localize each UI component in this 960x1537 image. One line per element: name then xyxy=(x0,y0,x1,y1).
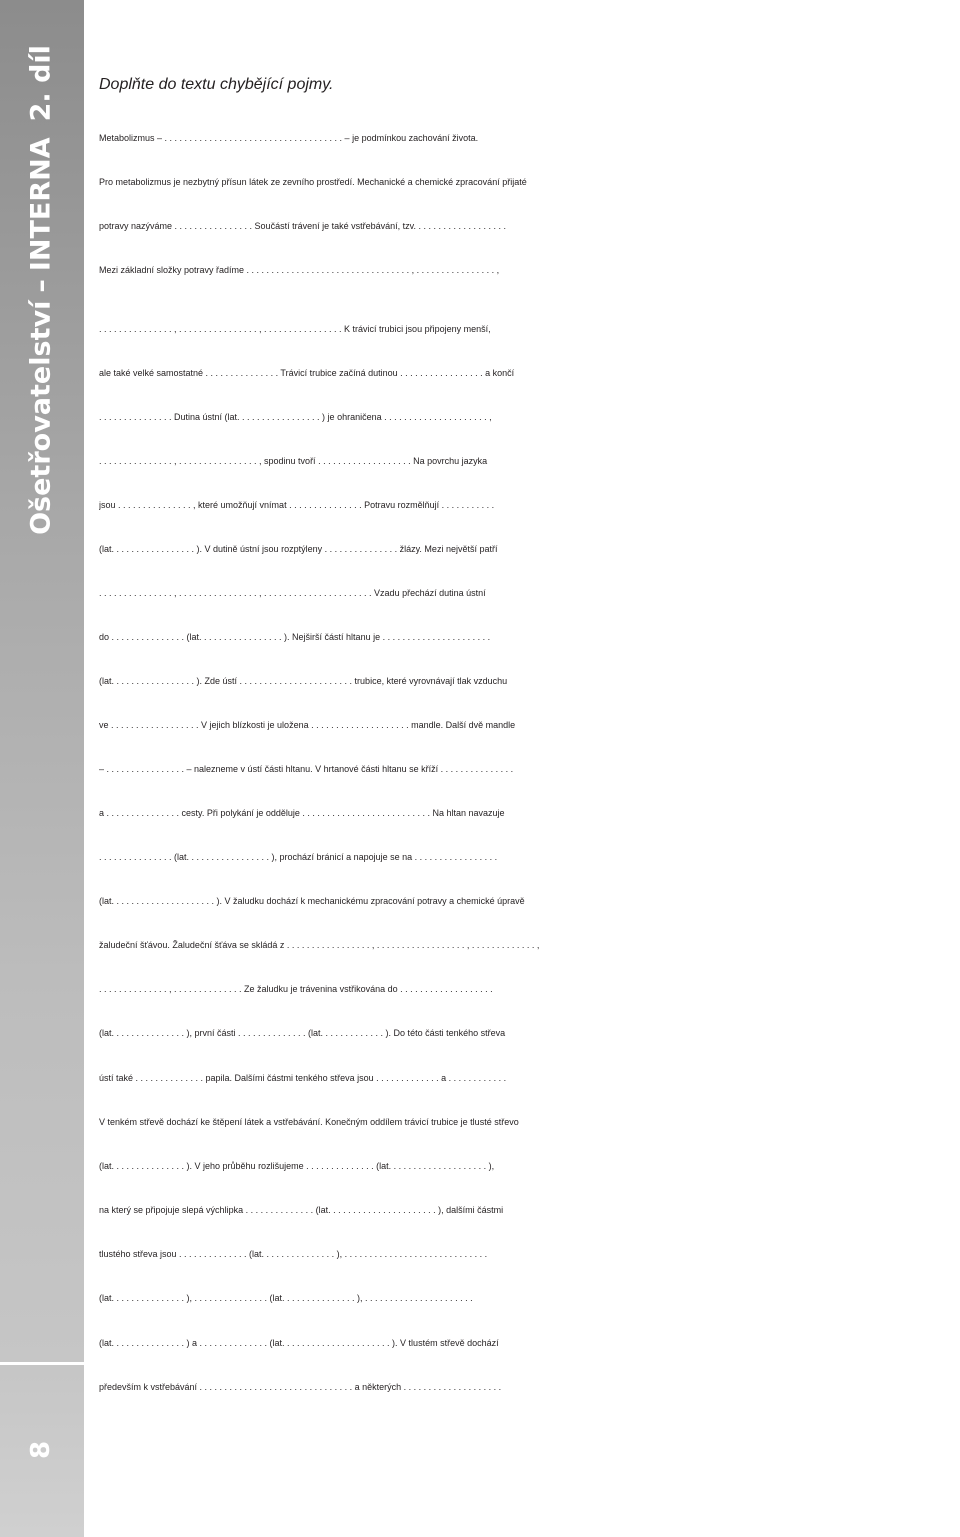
text-line: . . . . . . . . . . . . . . . Dutina ústní (lat. . . . . . . . . . . . . . . . . ) je ohraničena . . . . . . . . . . . . . . . . . . . . . , xyxy=(99,412,492,422)
text-line: (lat. . . . . . . . . . . . . . . ). V jeho průběhu rozlišujeme . . . . . . . . . . . . . . (lat. . . . . . . . . . . . . . . . . . . . ), xyxy=(99,1161,495,1171)
text-line: (lat. . . . . . . . . . . . . . . . . ). V dutině ústní jsou rozptýleny . . . . . . . . . . . . . . . žlázy. Mezi největší patří xyxy=(99,544,498,554)
text-line: na který se připojuje slepá výchlipka . . . . . . . . . . . . . . (lat. . . . . . . . . . . . . . . . . . . . . . ), dalšími částmi xyxy=(99,1205,504,1215)
page-number-text: 8 xyxy=(26,1440,56,1460)
text-line: ve . . . . . . . . . . . . . . . . . . V jejich blízkosti je uložena . . . . . . . . . . . . . . . . . . . . mandle. Další dvě mandle xyxy=(99,720,516,730)
sidebar-divider xyxy=(0,1362,84,1365)
part-label: 2. díl xyxy=(25,45,57,122)
sidebar-title-text xyxy=(26,45,57,535)
text-line: . . . . . . . . . . . . . . , . . . . . . . . . . . . . . Ze žaludku je trávenina vstřikována do . . . . . . . . . . . . . . . . . . . xyxy=(99,984,493,994)
text-line: . . . . . . . . . . . . . . . , . . . . . . . . . . . . . . . . , . . . . . . . . . . . . . . . . . . . . . . Vzadu přechází dutina ústní xyxy=(99,588,486,598)
text-line: Pro metabolizmus je nezbytný přísun látek ze zevního prostředí. Mechanické a chemické zpracování přijaté xyxy=(99,177,527,187)
text-line: a . . . . . . . . . . . . . . . cesty. Při polykání je odděluje . . . . . . . . . . . . . . . . . . . . . . . . . . Na hltan navazuje xyxy=(99,808,505,818)
text-line: především k vstřebávání . . . . . . . . . . . . . . . . . . . . . . . . . . . . . . . a některých . . . . . . . . . . . . . . . . . . . . xyxy=(99,1382,502,1392)
text-line: V tenkém střevě dochází ke štěpení látek a vstřebávání. Konečným oddílem trávicí trubice je tlusté střevo xyxy=(99,1117,519,1127)
text-line: (lat. . . . . . . . . . . . . . . . . . . . . ). V žaludku dochází k mechanickému zpracování potravy a chemické úpravě xyxy=(99,896,525,906)
text-line: Mezi základní složky potravy řadíme . . . . . . . . . . . . . . . . . . . . . . . . . . . . . . . . . , . . . . . . . . . . . . . . . . , xyxy=(99,265,500,275)
text-line: ale také velké samostatné . . . . . . . . . . . . . . . Trávicí trubice začíná dutinou . . . . . . . . . . . . . . . . . a končí xyxy=(99,368,515,378)
instruction: Doplňte do textu chybějící pojmy. xyxy=(99,76,334,93)
text-line: tlustého střeva jsou . . . . . . . . . . . . . . (lat. . . . . . . . . . . . . . . ), . . . . . . . . . . . . . . . . . . . . . . . . . . . . . xyxy=(99,1249,488,1259)
book-subtitle: INTERNA xyxy=(25,137,57,272)
text-line: žaludeční šťávou. Žaludeční šťáva se skládá z . . . . . . . . . . . . . . . . . , . . . . . . . . . . . . . . . . . . , . . . . . . . . . . . . . , xyxy=(99,940,540,950)
text-line: . . . . . . . . . . . . . . . , . . . . . . . . . . . . . . . . , . . . . . . . . . . . . . . . . K trávicí trubici jsou připojeny menší, xyxy=(99,324,491,334)
text-line: (lat. . . . . . . . . . . . . . . ) a . . . . . . . . . . . . . . (lat. . . . . . . . . . . . . . . . . . . . . . ). V tlustém střevě dochází xyxy=(99,1338,499,1348)
text-line: jsou . . . . . . . . . . . . . . . , které umožňují vnímat . . . . . . . . . . . . . . . Potravu rozmělňují . . . . . . . . . . . xyxy=(99,500,495,510)
text-line: (lat. . . . . . . . . . . . . . . ), první části . . . . . . . . . . . . . . (lat. . . . . . . . . . . . . ). Do této části tenkého střeva xyxy=(99,1028,506,1038)
title-dash: – xyxy=(25,279,57,293)
text-line: (lat. . . . . . . . . . . . . . . ), . . . . . . . . . . . . . . . (lat. . . . . . . . . . . . . . . ), . . . . . . . . . . . . . . . . . . . . . . xyxy=(99,1293,473,1303)
text-line: . . . . . . . . . . . . . . . , . . . . . . . . . . . . . . . . , spodinu tvoří . . . . . . . . . . . . . . . . . . . Na povrchu jazyka xyxy=(99,456,488,466)
text-line: – . . . . . . . . . . . . . . . . – nalezneme v ústí části hltanu. V hrtanové části hltanu se kříží . . . . . . . . . . . . . . . xyxy=(99,764,514,774)
text-line: ústí také . . . . . . . . . . . . . . papila. Dalšími částmi tenkého střeva jsou . . . . . . . . . . . . . a . . . . . . . . . . . . xyxy=(99,1073,507,1083)
book-title: Ošetřovatelství xyxy=(25,300,57,535)
sidebar xyxy=(0,0,84,1537)
text-line: . . . . . . . . . . . . . . . (lat. . . . . . . . . . . . . . . . . ), prochází bránicí a napojuje se na . . . . . . . . . . . . . . . . . xyxy=(99,852,498,862)
text-line: Metabolizmus – . . . . . . . . . . . . . . . . . . . . . . . . . . . . . . . . . . . . – je podmínkou zachování života. xyxy=(99,133,479,143)
text-line: do . . . . . . . . . . . . . . . (lat. . . . . . . . . . . . . . . . . ). Nejširší částí hltanu je . . . . . . . . . . . . . . . . . . . . . . xyxy=(99,632,491,642)
text-line: potravy nazýváme . . . . . . . . . . . . . . . . Součástí trávení je také vstřebávání, tzv. . . . . . . . . . . . . . . . . . . xyxy=(99,221,506,231)
text-line: (lat. . . . . . . . . . . . . . . . . ). Zde ústí . . . . . . . . . . . . . . . . . . . . . . . trubice, které vyrovnávají tlak vzduchu xyxy=(99,676,508,686)
